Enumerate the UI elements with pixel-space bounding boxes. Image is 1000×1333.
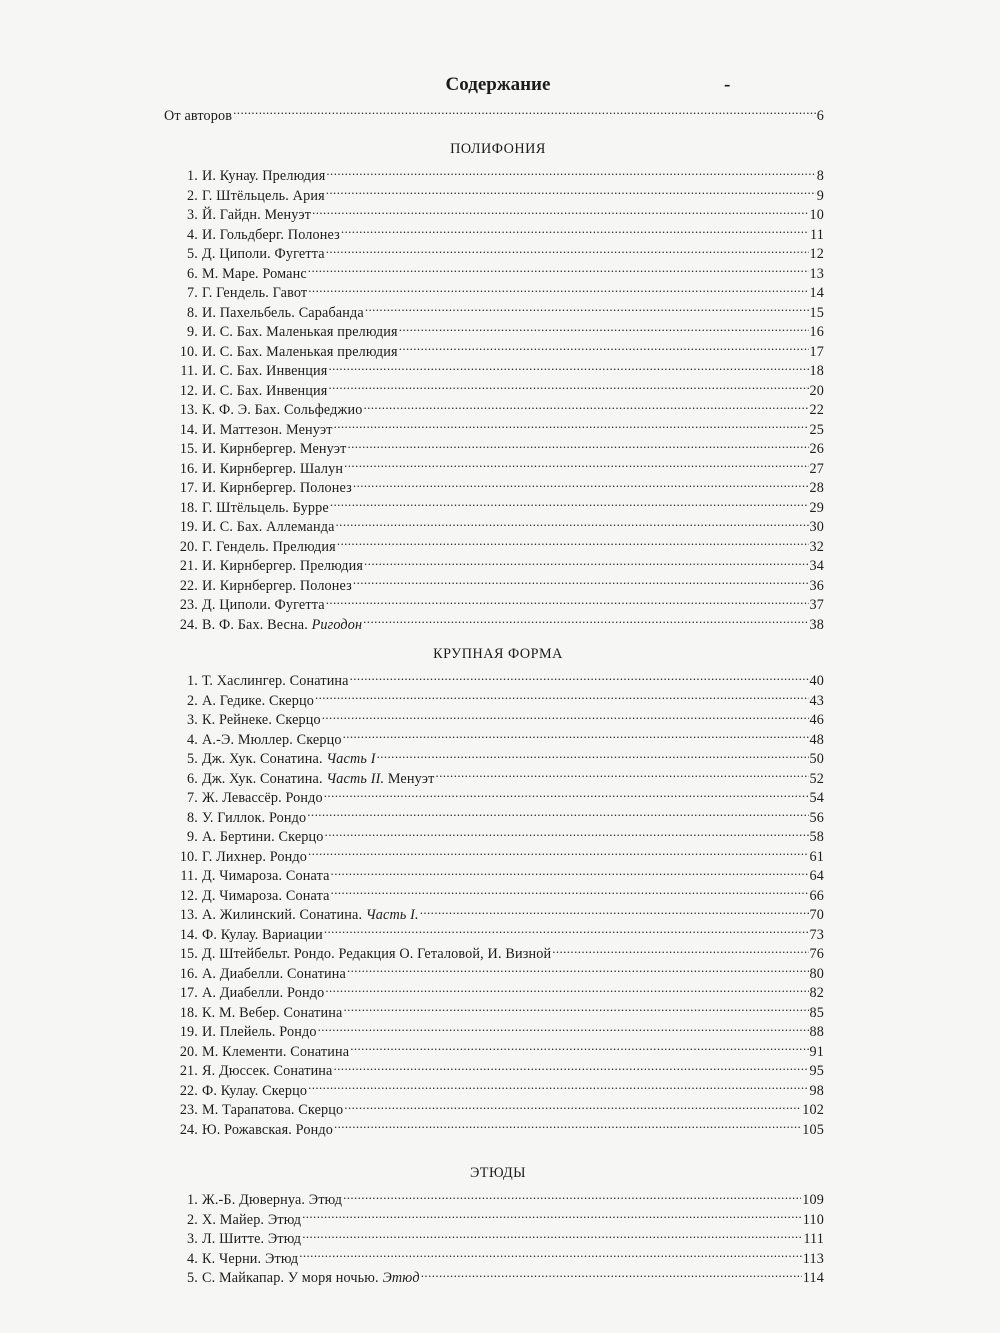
toc-entry-number: 11. (180, 868, 198, 884)
dot-leader (344, 453, 808, 473)
toc-entry-label: Т. Хаслингер. Сонатина (202, 673, 349, 689)
toc-entry-label: А. Диабелли. Сонатина (202, 965, 346, 982)
toc-entry-page: 70 (809, 907, 824, 923)
toc-entry-label: И. Кирнбергер. Шалун (202, 460, 344, 477)
toc-entry-page: 56 (809, 809, 824, 826)
toc-entry-label: Д. Чимароза. Соната (202, 887, 330, 904)
dot-leader (312, 200, 808, 220)
toc-entry-label: Д. Циполи. Фугетта (202, 597, 325, 613)
dot-leader (343, 724, 809, 744)
toc-entry-page: 30 (809, 519, 824, 535)
dot-leader (343, 1185, 801, 1205)
toc-entry-page: 29 (809, 499, 824, 516)
toc-entry-label: Д. Чимароза. Соната (202, 868, 330, 884)
dot-leader (302, 1224, 802, 1244)
toc-entry-label: К. Рейнеке. Скерцо (202, 712, 321, 728)
dot-leader (363, 609, 808, 629)
toc-entry-label: Я. Дюссек. Сонатина (202, 1063, 333, 1079)
toc-entry-italic: Ригодон (311, 616, 363, 633)
toc-entry-number: 5. (187, 751, 198, 767)
dot-leader (328, 356, 808, 376)
dot-leader (364, 551, 808, 571)
dot-leader (325, 978, 808, 998)
toc-entry-number: 15. (179, 946, 198, 962)
toc-entry-number: 20. (179, 1043, 198, 1060)
toc-entry-label: И. С. Бах. Маленькая прелюдия (202, 343, 398, 360)
toc-entry-page: 14 (809, 285, 824, 301)
toc-entry-label: Ю. Рожавская. Рондо (202, 1121, 333, 1138)
toc-entry-page: 91 (809, 1043, 824, 1060)
toc-entry-number: 4. (187, 731, 198, 748)
toc-entry-label: И. Гольдберг. Полонез (202, 226, 340, 243)
toc-entry-page: 38 (809, 616, 824, 633)
toc-entry-label: Й. Гайдн. Менуэт (202, 207, 312, 223)
dot-leader (337, 531, 809, 551)
dot-leader (350, 1036, 808, 1056)
toc-entry-number: 22. (179, 577, 198, 594)
dot-leader (315, 685, 809, 705)
toc-entry-page: 105 (802, 1121, 824, 1138)
toc-entry-label: И. Кунау. Прелюдия (202, 168, 326, 184)
dot-leader (326, 180, 816, 200)
toc-entry-number: 7. (187, 790, 198, 806)
dot-leader (377, 744, 809, 764)
toc-entry-label: Г. Штёльцель. Ария (202, 187, 325, 204)
toc-entry-label: С. Майкапар. У моря ночью. Этюд (202, 1270, 420, 1286)
toc-entry-page: 34 (809, 558, 824, 574)
toc-entry-number: 9. (187, 324, 198, 340)
toc-entry-label: Ф. Кулау. Скерцо (202, 1082, 308, 1099)
toc-entry-number: 22. (179, 1082, 198, 1099)
toc-title-text: Содержание (445, 74, 551, 95)
dot-leader (336, 512, 809, 532)
toc-entry-number: 1. (187, 1192, 198, 1208)
dot-leader (347, 958, 809, 978)
toc-entry-number: 17. (179, 480, 198, 496)
toc-entry-number: 5. (187, 1270, 198, 1286)
toc-entry-page: 8 (816, 168, 824, 184)
toc-entry-page: 26 (809, 441, 824, 457)
toc-entry-number: 8. (187, 304, 198, 321)
dot-leader (552, 939, 808, 959)
toc-entry-label: Х. Майер. Этюд (202, 1211, 302, 1228)
toc-entry-label: А.-Э. Мюллер. Скерцо (202, 731, 342, 748)
toc-entry-number: 18. (179, 1004, 198, 1021)
toc-entry-number: 13. (179, 402, 198, 418)
dot-leader (322, 705, 809, 725)
toc-entry-label: А. Диабелли. Рондо (202, 985, 325, 1001)
toc-entry-number: 21. (179, 1063, 198, 1079)
toc-entry-number: 13. (179, 907, 198, 923)
dot-leader (420, 900, 809, 920)
dot-leader (341, 219, 809, 239)
toc-entry-page: 52 (809, 770, 824, 787)
dot-leader (308, 278, 808, 298)
toc-entry-number: 8. (187, 809, 198, 826)
toc-entry-page: 40 (809, 673, 824, 689)
toc-entry-label: Г. Лихнер. Рондо (202, 848, 308, 865)
toc-entry-page: 95 (809, 1063, 824, 1079)
toc-entry-label: И. С. Бах. Инвенция (202, 382, 328, 399)
toc-entry-page: 28 (809, 480, 824, 496)
toc-entry-number: 16. (179, 965, 198, 982)
toc-entry-number: 6. (187, 265, 198, 282)
dot-leader (363, 395, 808, 415)
dot-leader (421, 1263, 802, 1283)
toc-entry-number: 20. (179, 538, 198, 555)
toc-entry-number: 4. (187, 226, 198, 243)
toc-entry-page: 16 (809, 324, 824, 340)
toc-entry-number: 3. (187, 207, 198, 223)
dot-leader (344, 1095, 801, 1115)
toc-entry-number: 11. (180, 363, 198, 379)
toc-entry-page: 76 (809, 946, 824, 962)
toc-entry-number: 3. (187, 712, 198, 728)
toc-entry-label: Г. Гендель. Прелюдия (202, 538, 336, 555)
toc-entry-label: Л. Шитте. Этюд (202, 1231, 302, 1247)
toc-entry-label: И. С. Бах. Инвенция (202, 363, 328, 379)
dot-leader (308, 258, 809, 278)
title-mark: - (724, 74, 731, 95)
dot-leader (324, 783, 809, 803)
dot-leader (343, 997, 808, 1017)
toc-entry-number: 1. (187, 673, 198, 689)
toc-entry-label: Г. Гендель. Гавот (202, 285, 308, 301)
toc-entry-page: 11 (810, 226, 824, 243)
toc-entry-number: 6. (187, 770, 198, 787)
toc-entry-intro[interactable] (164, 100, 824, 124)
toc-entry-number: 23. (179, 597, 198, 613)
toc-entry-number: 14. (179, 421, 198, 438)
dot-leader (399, 336, 809, 356)
toc-entry-page: 109 (802, 1192, 824, 1208)
dot-leader (299, 1243, 802, 1263)
toc-entry-number: 5. (187, 246, 198, 262)
toc-entry-page: 15 (809, 304, 824, 321)
toc-entry-number: 21. (179, 558, 198, 574)
toc-entry-label: Ж.-Б. Дювернуа. Этюд (202, 1192, 343, 1208)
dot-leader (326, 239, 809, 259)
toc-entry-page: 25 (809, 421, 824, 438)
toc-entry-page: 64 (809, 868, 824, 884)
table-of-contents (164, 70, 824, 1286)
toc-entry-page: 88 (809, 1024, 824, 1040)
toc-entry-page: 18 (809, 363, 824, 379)
dot-leader (324, 919, 809, 939)
toc-entry-label: В. Ф. Бах. Весна. Ригодон (202, 616, 363, 633)
toc-entry-label: М. Клементи. Сонатина (202, 1043, 350, 1060)
dot-leader (308, 841, 808, 861)
toc-entry-italic: Часть I. (365, 907, 419, 923)
toc-entry-page: 22 (809, 402, 824, 418)
dot-leader (328, 375, 808, 395)
toc-entry-number: 12. (179, 382, 198, 399)
toc-entry-number: 19. (179, 1024, 198, 1040)
dot-leader (435, 763, 808, 783)
toc-entry-page: 32 (809, 538, 824, 555)
toc-title (172, 70, 824, 100)
toc-entry-number: 4. (187, 1250, 198, 1267)
toc-entry-number: 10. (179, 343, 198, 360)
dot-leader (399, 317, 809, 337)
toc-entry-number: 19. (179, 519, 198, 535)
toc-entry-label: М. Маре. Романс (202, 265, 307, 282)
toc-entry-label: И. Плейель. Рондо (202, 1024, 317, 1040)
toc-entry-page: 80 (809, 965, 824, 982)
toc-entry-label: И. С. Бах. Аллеманда (202, 519, 335, 535)
toc-entry-label: И. Кирнбергер. Полонез (202, 480, 352, 496)
toc-entry-number: 2. (187, 1211, 198, 1228)
toc-entry-label: И. Маттезон. Менуэт (202, 421, 333, 438)
toc-entry-label: А. Гедике. Скерцо (202, 692, 314, 709)
toc-entry-number: 14. (179, 926, 198, 943)
dot-leader (334, 1056, 809, 1076)
dot-leader (233, 100, 816, 120)
toc-entry-page: 46 (809, 712, 824, 728)
section-heading: КРУПНАЯ ФОРМА (433, 645, 563, 662)
toc-entry-label: А. Бертини. Скерцо (202, 829, 324, 845)
toc-entry-number: 12. (179, 887, 198, 904)
toc-entry-number: 16. (179, 460, 198, 477)
dot-leader (353, 570, 809, 590)
toc-entry-page: 37 (809, 597, 824, 613)
toc-entry-label: Дж. Хук. Сонатина. Часть I (202, 751, 376, 767)
toc-entry-number: 24. (179, 1121, 198, 1138)
toc-entry-page: 110 (802, 1211, 824, 1228)
toc-entry-page: 9 (816, 187, 824, 204)
toc-entry-page: 58 (809, 829, 824, 845)
dot-leader (350, 666, 809, 686)
dot-leader (325, 822, 809, 842)
toc-entry-label: Дж. Хук. Сонатина. Часть II. Менуэт (202, 770, 435, 787)
toc-entry-number: 18. (179, 499, 198, 516)
toc-entry-page: 66 (809, 887, 824, 904)
dot-leader (353, 473, 809, 493)
dot-leader (302, 1204, 802, 1224)
dot-leader (334, 414, 809, 434)
toc-entry-number: 15. (179, 441, 198, 457)
toc-entry-number: 10. (179, 848, 198, 865)
toc-entry-page: 61 (809, 848, 824, 865)
toc-entry-label: У. Гиллок. Рондо (202, 809, 307, 826)
toc-entry-number: 1. (187, 168, 198, 184)
toc-entry-label: К. М. Вебер. Сонатина (202, 1004, 343, 1021)
toc-entry-page: 13 (809, 265, 824, 282)
toc-entry-number: 24. (179, 616, 198, 633)
toc-entry-label: От авторов (164, 107, 233, 124)
dot-leader (330, 492, 809, 512)
toc-entry-label: И. С. Бах. Маленькая прелюдия (202, 324, 398, 340)
toc-entry-page: 113 (802, 1250, 824, 1267)
dot-leader (365, 297, 809, 317)
toc-entry-label: Г. Штёльцель. Бурре (202, 499, 329, 516)
toc-entry-italic: Этюд (382, 1270, 420, 1286)
toc-entry-label: И. Кирнбергер. Полонез (202, 577, 352, 594)
toc-entry-page: 10 (809, 207, 824, 223)
toc-entry-label: Ж. Левассёр. Рондо (202, 790, 323, 806)
toc-entry-number: 23. (179, 1102, 198, 1118)
dot-leader (318, 1017, 809, 1037)
toc-entry-number: 7. (187, 285, 198, 301)
toc-entry-number: 17. (179, 985, 198, 1001)
dot-leader (326, 590, 809, 610)
toc-entry-label: Д. Штейбельт. Рондо. Редакция О. Геталовой, И. Визной (202, 946, 552, 962)
toc-entry-number: 9. (187, 829, 198, 845)
toc-entry-page: 12 (809, 246, 824, 262)
toc-entry-number: 2. (187, 187, 198, 204)
dot-leader (326, 161, 815, 181)
toc-entry-label: М. Тарапатова. Скерцо (202, 1102, 344, 1118)
toc-entry[interactable] (172, 666, 824, 689)
dot-leader (347, 434, 808, 454)
toc-entry-label: Ф. Кулау. Вариации (202, 926, 323, 943)
dot-leader (331, 861, 809, 881)
toc-entry-page: 73 (809, 926, 824, 943)
toc-entry-page: 6 (816, 107, 824, 124)
dot-leader (331, 880, 809, 900)
dot-leader (308, 1075, 808, 1095)
toc-sections (172, 138, 824, 1286)
toc-entry-label: И. Кирнбергер. Менуэт (202, 441, 347, 457)
toc-entry-label: А. Жилинский. Сонатина. Часть I. (202, 907, 419, 923)
toc-entry-label: Д. Циполи. Фугетта (202, 246, 325, 262)
toc-entry-page: 82 (809, 985, 824, 1001)
toc-entry-page: 17 (809, 343, 824, 360)
toc-entry-page: 27 (809, 460, 824, 477)
toc-entry-page: 36 (809, 577, 824, 594)
toc-entry-page: 48 (809, 731, 824, 748)
toc-entry-page: 43 (809, 692, 824, 709)
section-heading: ПОЛИФОНИЯ (450, 140, 546, 157)
toc-entry-page: 85 (809, 1004, 824, 1021)
toc-entry-italic: Часть II. (326, 770, 385, 787)
toc-entry-number: 3. (187, 1231, 198, 1247)
toc-entry-italic: Часть I (326, 751, 376, 767)
toc-entry-page: 50 (809, 751, 824, 767)
toc-entry-page: 20 (809, 382, 824, 399)
section-heading: ЭТЮДЫ (469, 1164, 527, 1181)
toc-entry-label: И. Кирнбергер. Прелюдия (202, 558, 364, 574)
toc-entry-page: 102 (802, 1102, 824, 1118)
toc-entry-label: И. Пахельбель. Сарабанда (202, 304, 364, 321)
toc-entry-page: 111 (803, 1231, 824, 1247)
toc-entry-label: К. Ф. Э. Бах. Сольфеджио (202, 402, 363, 418)
dot-leader (334, 1114, 801, 1134)
toc-entry[interactable] (172, 161, 824, 184)
toc-entry-page: 98 (809, 1082, 824, 1099)
dot-leader (307, 802, 808, 822)
toc-entry-label: К. Черни. Этюд (202, 1250, 299, 1267)
toc-entry[interactable] (172, 1185, 824, 1208)
toc-entry-page: 54 (809, 790, 824, 806)
toc-entry-number: 2. (187, 692, 198, 709)
toc-entry-page: 114 (802, 1270, 824, 1286)
